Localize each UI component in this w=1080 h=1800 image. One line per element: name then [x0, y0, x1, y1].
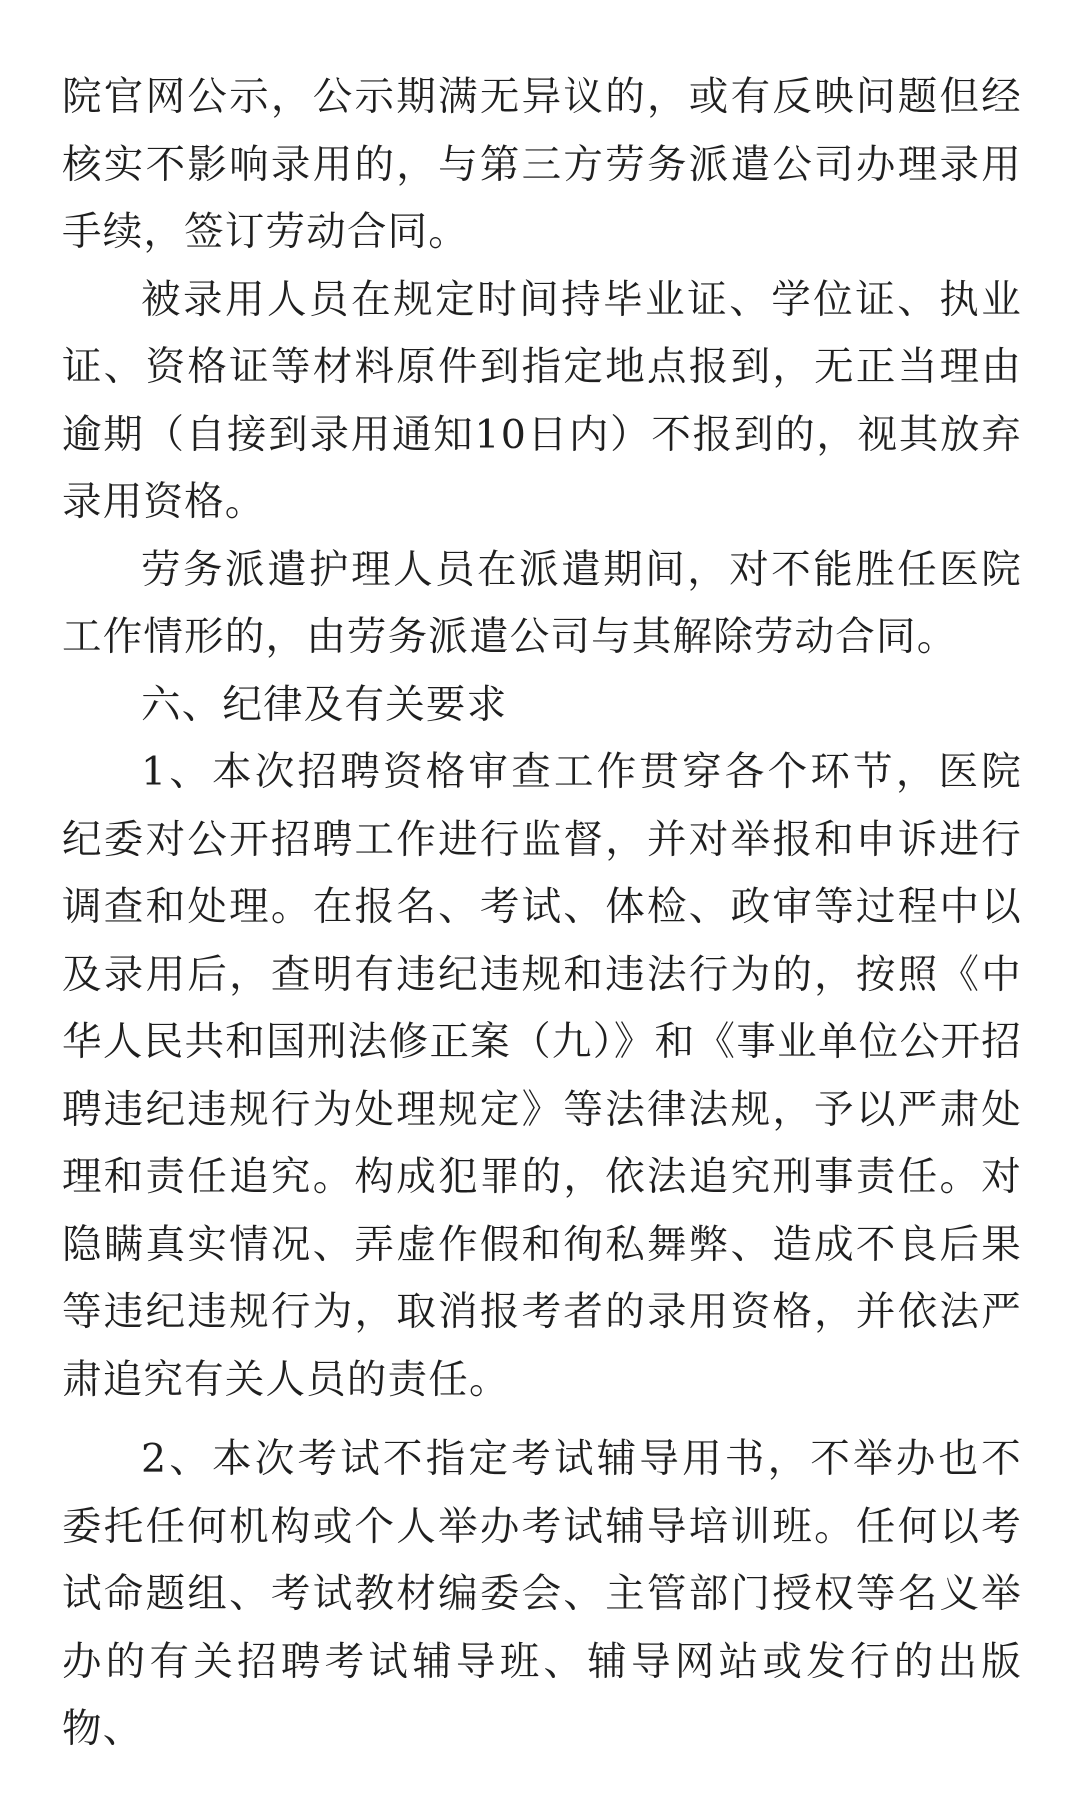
section-heading-discipline: 六、纪律及有关要求 — [141, 681, 508, 728]
paragraph-report-for-duty: 被录用人员在规定时间持毕业证、学位证、执业证、资格证等材料原件到指定地点报到，无正当理由逾期（自接到录用通知10日内）不报到的，视其放弃录用资格。 — [62, 276, 1022, 525]
paragraph-publicity-and-contract: 院官网公示，公示期满无异议的，或有反映问题但经核实不影响录用的，与第三方劳务派遣公司办理录用手续，签订劳动合同。 — [62, 74, 1022, 255]
document-body — [62, 64, 1022, 1764]
paragraph-spacer — [62, 1414, 1022, 1426]
paragraph-dispatch-termination: 劳务派遣护理人员在派遣期间，对不能胜任医院工作情形的，由劳务派遣公司与其解除劳动合同。 — [62, 546, 1022, 660]
list-item-discipline-2: 2、本次考试不指定考试辅导用书，不举办也不委托任何机构或个人举办考试辅导培训班。任何以考试命题组、考试教材编委会、主管部门授权等名义举办的有关招聘考试辅导班、辅导网站或发行的出版物、 — [62, 1436, 1022, 1752]
list-item-discipline-1: 1、本次招聘资格审查工作贯穿各个环节，医院纪委对公开招聘工作进行监督，并对举报和申诉进行调查和处理。在报名、考试、体检、政审等过程中以及录用后，查明有违纪违规和违法行为的，按照《中华人民共和国刑法修正案（九）》和《事业单位公开招聘违纪违规行为处理规定》等法律法规，予以严肃处理和责任追究。构成犯罪的，依法追究刑事责任。对隐瞒真实情况、弄虚作假和徇私舞弊、造成不良后果等违纪违规行为，取消报考者的录用资格，并依法严肃追究有关人员的责任。 — [62, 749, 1022, 1403]
